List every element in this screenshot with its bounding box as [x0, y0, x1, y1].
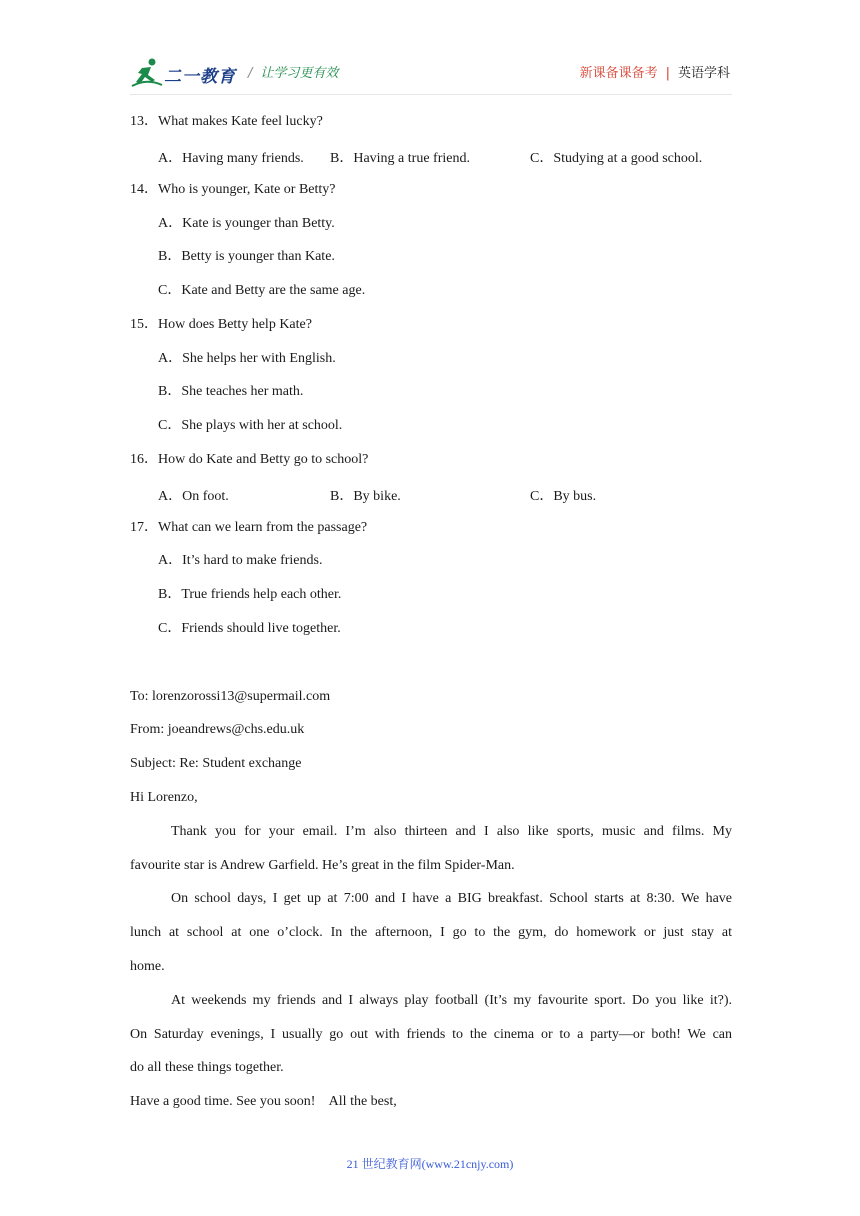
email-subject: Subject: Re: Student exchange	[130, 756, 302, 771]
slogan-text: 让学习更有效	[260, 66, 339, 81]
q13-option-a: A．Having many friends.	[158, 151, 304, 166]
q17-option-b: B．True friends help each other.	[158, 587, 342, 602]
question-16: 16．How do Kate and Betty go to school?	[130, 452, 369, 467]
page-footer[interactable]: 21 世纪教育网(www.21cnjy.com)	[346, 1157, 514, 1171]
q13-option-c: C．Studying at a good school.	[530, 151, 703, 166]
header-tagline: 新课备课备考	[579, 66, 658, 81]
question-15: 15．How does Betty help Kate?	[130, 317, 312, 332]
header-divider	[130, 94, 732, 95]
email-from: From: joeandrews@chs.edu.uk	[130, 722, 305, 737]
question-14: 14．Who is younger, Kate or Betty?	[130, 182, 336, 197]
email-closing: Have a good time. See you soon! All the best,	[130, 1094, 397, 1109]
email-paragraph-1-line-1: Thank you for your email. I’m also thirteen and I also like sports, music and films. My	[171, 824, 732, 839]
q13-option-b: B．Having a true friend.	[330, 151, 470, 166]
slogan: / 让学习更有效	[248, 66, 339, 81]
email-paragraph-3-line-2: On Saturday evenings, I usually go out with friends to the cinema or to a party—or both! We can	[130, 1027, 732, 1042]
q17-option-c: C．Friends should live together.	[158, 621, 341, 636]
q16-option-b: B．By bike.	[330, 489, 401, 504]
q14-option-b: B．Betty is younger than Kate.	[158, 249, 335, 264]
email-paragraph-2-line-1: On school days, I get up at 7:00 and I have a BIG breakfast. School starts at 8:30. We have	[171, 891, 732, 906]
email-to: To: lorenzorossi13@supermail.com	[130, 689, 331, 704]
email-greeting: Hi Lorenzo,	[130, 790, 198, 805]
q17-option-a: A．It’s hard to make friends.	[158, 553, 323, 568]
logo	[130, 56, 240, 90]
logo-text: 二一教育	[164, 67, 236, 87]
header-separator: |	[665, 66, 670, 81]
q15-option-b: B．She teaches her math.	[158, 384, 304, 399]
header-subject	[580, 62, 730, 81]
email-paragraph-2-line-2: lunch at school at one o’clock. In the afternoon, I go to the gym, do homework or just stay at	[130, 925, 732, 940]
email-paragraph-1-line-2: favourite star is Andrew Garfield. He’s great in the film Spider-Man.	[130, 858, 515, 873]
question-13: 13．What makes Kate feel lucky?	[130, 114, 323, 129]
email-paragraph-3-line-3: do all these things together.	[130, 1060, 284, 1075]
q15-option-a: A．She helps her with English.	[158, 351, 336, 366]
email-paragraph-3-line-1: At weekends my friends and I always play football (It’s my favourite sport. Do you like it?).	[171, 993, 732, 1008]
q16-option-c: C．By bus.	[530, 489, 597, 504]
page-header	[130, 52, 730, 92]
email-paragraph-2-line-3: home.	[130, 959, 165, 974]
runner-icon	[130, 56, 164, 90]
q14-option-c: C．Kate and Betty are the same age.	[158, 283, 366, 298]
q15-option-c: C．She plays with her at school.	[158, 418, 343, 433]
header-subject-name: 英语学科	[677, 66, 730, 81]
q16-option-a: A．On foot.	[158, 489, 229, 504]
q14-option-a: A．Kate is younger than Betty.	[158, 216, 335, 231]
question-17: 17．What can we learn from the passage?	[130, 520, 368, 535]
